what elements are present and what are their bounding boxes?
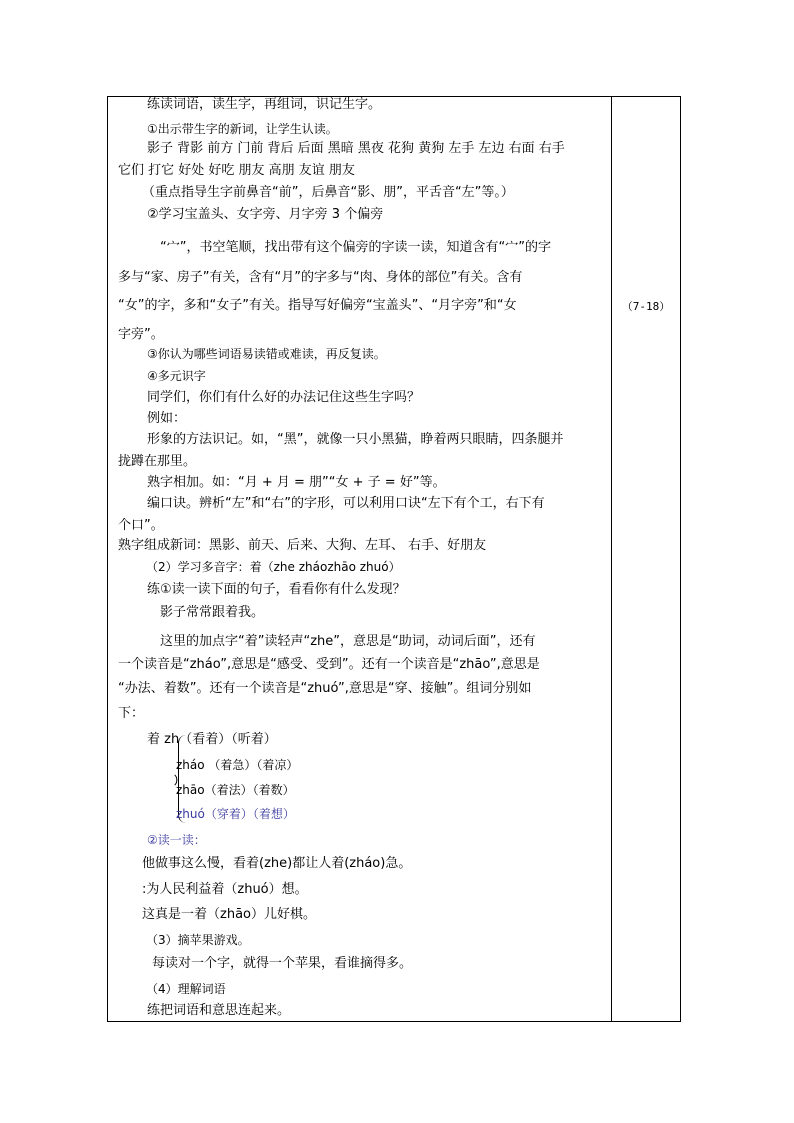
text-line: 影子常常跟着我。 (160, 605, 265, 620)
text-line: 他做事这么慢，看着(zhe)都让人着(zháo)急。 (142, 856, 412, 871)
polyphone-row: zhāo（着法）（着数） (176, 783, 295, 797)
text-line: 它们 打它 好处 好吃 朋友 高朋 友谊 朋友 (118, 163, 355, 178)
text-line: 熟字相加。如：“月 + 月 = 朋”“女 + 子 = 好”等。 (147, 475, 446, 490)
text-line: （重点指导生字前鼻音“前”，后鼻音“影、朋”，平舌音“左”等。） (142, 185, 514, 200)
text-line: 练读词语，读生字，再组词，识记生字。 (147, 97, 382, 112)
text-line: （2）学习多音字：着（zhe zháozhāo zhuó） (146, 560, 401, 574)
text-line: 个口”。 (118, 518, 164, 533)
text-line: 同学们，你们有什么好的办法记住这些生字吗？ (147, 390, 421, 405)
text-line: 字旁”。 (118, 327, 164, 342)
text-line: 每读对一个字，就得一个苹果，看谁摘得多。 (152, 956, 413, 971)
text-line: ②读一读： (147, 833, 206, 847)
text-line: 练把词语和意思连起来。 (147, 1003, 291, 1018)
text-line: 形象的方法识记。如，“黑”，就像一只小黑猫，睁着两只眼睛，四条腿并 (147, 432, 564, 447)
text-line: 练①读一读下面的句子，看看你有什么发现？ (147, 582, 406, 597)
text-line: ①出示带生字的新词，让学生认读。 (147, 122, 338, 136)
text-line: ③你认为哪些词语易读错或难读，再反复读。 (147, 347, 386, 361)
text-line: 下： (118, 706, 145, 721)
text-line: “宀”，书空笔顺，找出带有这个偏旁的字读一读，知道含有“宀”的字 (160, 240, 551, 255)
text-line: 一个读音是“zháo”,意思是“感受、受到”。还有一个读音是“zhāo”,意思是 (118, 657, 540, 672)
text-line: ④多元识字 (147, 369, 206, 383)
text-line: 例如： (147, 411, 187, 426)
text-line: （3）摘苹果游戏。 (146, 933, 250, 947)
time-note: （7-18） (621, 300, 671, 313)
text-line: 拢蹲在那里。 (118, 454, 197, 469)
column-divider (611, 96, 612, 1022)
text-line: （4）理解词语 (146, 982, 226, 996)
text-line: “办法、着数”。还有一个读音是“zhuó”,意思是“穿、接触”。组词分别如 (118, 681, 532, 696)
polyphone-row: zhuó（穿着）（着想） (176, 807, 295, 821)
text-line: 熟字组成新词：黑影、前天、后来、大狗、左耳、 右手、好朋友 (118, 538, 487, 553)
polyphone-row: 着 zh（看着）（听着） (147, 732, 277, 747)
polyphone-row: zháo （着急）（着凉） (176, 758, 299, 772)
text-line: 多与“家、房子”有关，含有“月”的字多与“肉、身体的部位”有关。含有 (118, 270, 523, 285)
text-line: 这里的加点字“着”读轻声“zhe”，意思是“助词，动词后面”，还有 (160, 634, 536, 649)
text-line: “女”的字，多和“女子”有关。指导写好偏旁“宝盖头”、“月字旁”和“女 (118, 298, 517, 313)
text-line: 这真是一着（zhāo）儿好棋。 (142, 907, 316, 922)
text-line: :为人民利益着（zhuó）想。 (142, 882, 308, 897)
text-line: 影子 背影 前方 门前 背后 后面 黑暗 黑夜 花狗 黄狗 左手 左边 右面 右手 (147, 141, 565, 156)
text-line: 编口诀。辨析“左”和“右”的字形，可以利用口诀“左下有个工，右下有 (147, 496, 545, 511)
text-line: ②学习宝盖头、女字旁、月字旁 3 个偏旁 (147, 207, 384, 222)
